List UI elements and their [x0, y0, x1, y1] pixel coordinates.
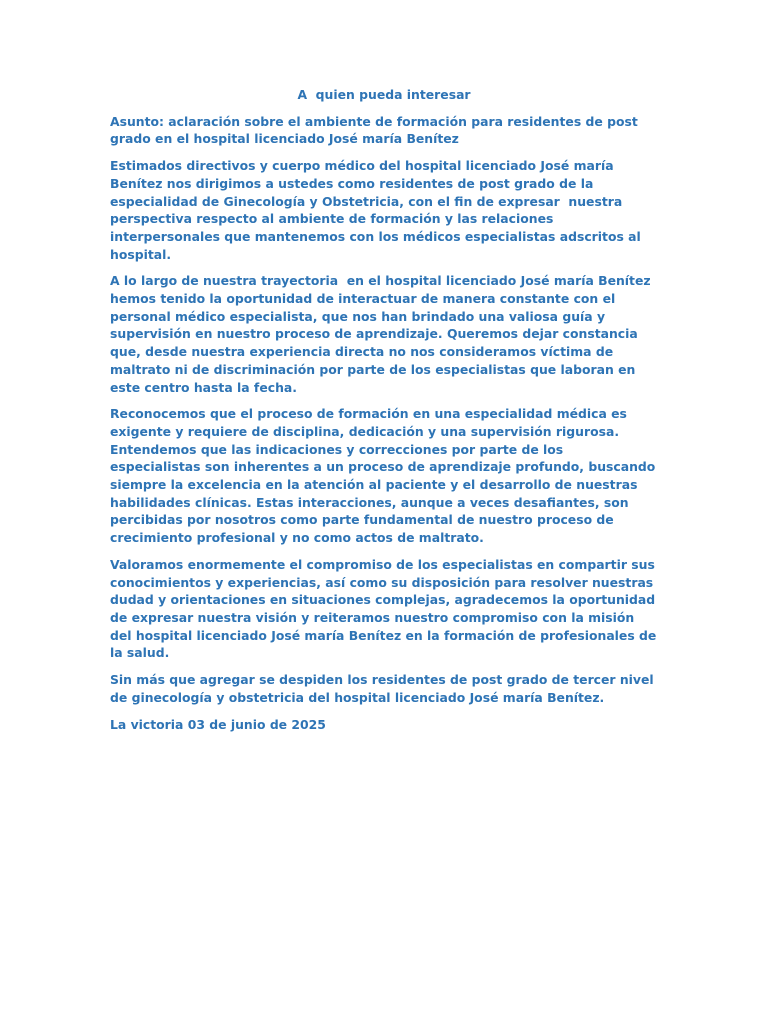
letter-paragraph-recognition: Reconocemos que el proceso de formación en una especialidad médica es exigente y requiere de disciplina, dedicación y una supervisión rigurosa. Entendemos que las indicaciones y correcciones por parte de los especialistas son inherentes a un proceso de aprendizaje profundo, buscando siempre la excelencia en la atención al paciente y el desarrollo de nuestras habilidades clínicas. Estas interacciones, aunque a veces desafiantes, son percibidas por nosotros como parte fundamental de nuestro proceso de crecimiento profesional y no como actos de maltrato.: [110, 406, 660, 546]
letter-paragraph-closing: Sin más que agregar se despiden los residentes de post grado de tercer nivel de ginecología y obstetricia del hospital licenciado José maría Benítez.: [110, 672, 658, 705]
letter-date-line: La victoria 03 de junio de 2025: [110, 716, 326, 732]
letter-paragraph-appreciation: Valoramos enormemente el compromiso de los especialistas en compartir sus conocimientos y experiencias, así como su disposición para resolver nuestras dudad y orientaciones en situaciones complejas, agradecemos la oportunidad de expresar nuestra visión y reiteramos nuestro compromiso con la misión del hospital licenciado José maría Benítez en la formación de profesionales de la salud.: [110, 556, 661, 661]
letter-body: [110, 86, 661, 742]
letter-heading: A quien pueda interesar: [297, 87, 471, 102]
letter-subject: Asunto: aclaración sobre el ambiente de formación para residentes de post grado en el hospital licenciado José maría Benítez: [110, 113, 643, 147]
letter-paragraph-trajectory: A lo largo de nuestra trayectoria en el hospital licenciado José maría Benítez hemos tenido la oportunidad de interactuar de manera constante con el personal médico especialista, que nos han brindado una valiosa guía y supervisión en nuestro proceso de aprendizaje. Queremos dejar constancia que, desde nuestra experiencia directa no nos consideramos víctima de maltrato ni de discriminación por parte de los especialistas que laboran en este centro hasta la fecha.: [110, 273, 655, 395]
letter-paragraph-greeting: Estimados directivos y cuerpo médico del hospital licenciado José maría Benítez nos dirigimos a ustedes como residentes de post grado de la especialidad de Ginecología y Obstetricia, con el fin de expresar nuestra perspectiva respecto al ambiente de formación y las relaciones interpersonales que mantenemos con los médicos especialistas adscritos al hospital.: [110, 158, 646, 262]
